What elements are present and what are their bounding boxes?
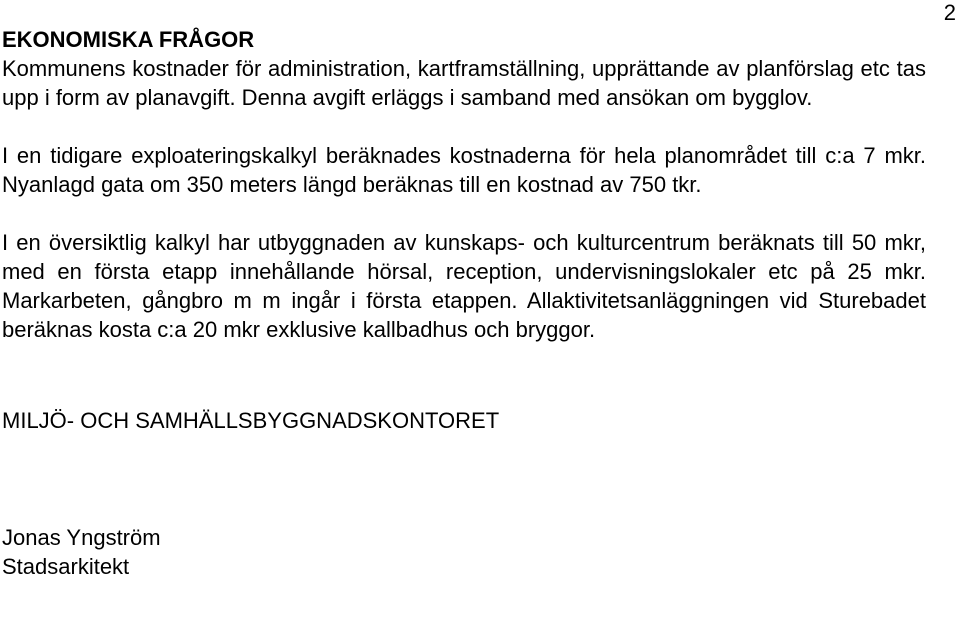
paragraph-spacer: [2, 112, 926, 141]
signature-block: [2, 523, 926, 581]
signature-name: Jonas Yngström: [2, 525, 161, 550]
page-number: 2: [943, 0, 956, 25]
section-spacer: [2, 344, 926, 406]
paragraph-oversiktlig-kalkyl: I en översiktlig kalkyl har utbyggnaden av kunskaps- och kulturcentrum beräknats till 50 mkr, med en första etapp innehållande hörsal, reception, undervisningslokaler etc på 25 mkr. Markarbeten, gångbro m m ingår i första etappen. Allaktivitetsanläggningen vid Sturebadet beräknas kosta c:a 20 mkr exklusive kallbadhus och bryggor.: [2, 230, 926, 342]
signature-title: Stadsarkitekt: [2, 554, 130, 579]
paragraph-exploateringskalkyl: I en tidigare exploateringskalkyl beräknades kostnaderna för hela planområdet till c:a 7 mkr. Nyanlagd gata om 350 meters längd beräknas till en kostnad av 750 tkr.: [2, 143, 926, 197]
section-heading: EKONOMISKA FRÅGOR: [2, 27, 255, 52]
paragraph-planavgift: Kommunens kostnader för administration, kartframställning, upprättande av planförslag etc tas upp i form av planavgift. Denna avgift erläggs i samband med ansökan om bygglov.: [2, 56, 926, 110]
document-content: [2, 25, 926, 581]
office-name: MILJÖ- OCH SAMHÄLLSBYGGNADSKONTORET: [2, 408, 500, 433]
signature-spacer: [2, 435, 926, 523]
paragraph-spacer: [2, 199, 926, 228]
